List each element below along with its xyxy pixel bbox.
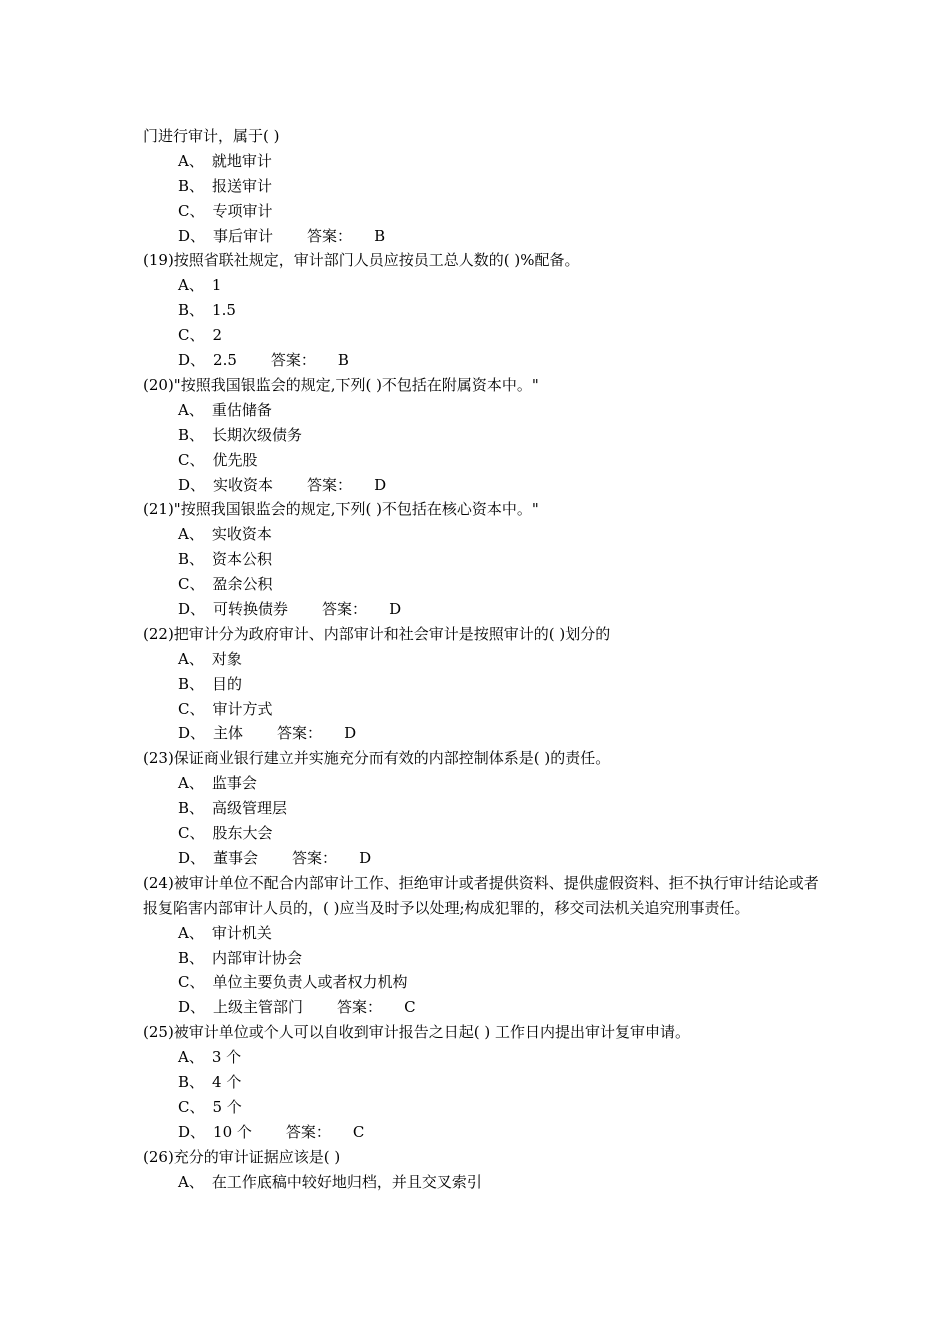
answer-option [143,473,823,498]
answer-value: D [389,599,402,618]
option-label: B、 [178,425,205,444]
option-text: 对象 [211,649,242,668]
option-text: 4 个 [212,1072,242,1091]
question-stem: (19)按照省联社规定，审计部门人员应按员工总人数的( )%配备。 [143,251,580,270]
option-label: B、 [178,176,205,195]
option-text: 重估储备 [211,400,272,419]
answer-option [143,1120,823,1145]
answer-option [143,1095,823,1120]
answer-option [143,672,823,697]
option-text: 资本公积 [212,550,273,569]
answer-label: 答案： [292,848,338,867]
answer-value: B [374,226,386,245]
answer-label: 答案： [270,351,316,370]
option-text: 主体 [213,724,244,743]
answer-value: D [374,475,387,494]
option-label: C、 [178,824,205,843]
option-label: C、 [178,699,205,718]
option-label: B、 [178,301,205,320]
option-text: 可转换债券 [213,599,289,618]
option-label: D、 [178,226,206,245]
option-label: C、 [178,450,205,469]
answer-option [143,921,823,946]
option-text: 1.5 [212,301,236,320]
answer-label: 答案： [322,599,368,618]
question-stem: (25)被审计单位或个人可以自收到审计报告之日起( ) 工作日内提出审计复审申请。 [143,1023,691,1042]
option-label: D、 [178,848,206,867]
answer-option [143,273,823,298]
answer-option [143,522,823,547]
answer-option [143,771,823,796]
answer-label: 答案： [277,724,323,743]
option-label: D、 [178,724,206,743]
answer-option [143,448,823,473]
answer-value: C [404,998,416,1017]
question-stem: (21)"按照我国银监会的规定,下列( )不包括在核心资本中。" [143,500,539,519]
option-label: A、 [178,1172,204,1191]
option-text: 股东大会 [212,824,273,843]
answer-option [143,697,823,722]
option-text: 2 [212,326,223,345]
answer-option [143,1070,823,1095]
option-text: 3 个 [211,1048,242,1067]
answer-option [143,323,823,348]
answer-option [143,398,823,423]
answer-option [143,970,823,995]
question-stem: (24)被审计单位不配合内部审计工作、拒绝审计或者提供资料、提供虚假资料、拒不执行审计结论或者报复陷害内部审计人员的，( )应当及时予以处理;构成犯罪的，移交司法机关追究刑事责任。 [143,873,819,917]
answer-option [143,647,823,672]
question-stem: 门进行审计，属于( ) [143,127,280,145]
answer-option [143,946,823,971]
option-label: B、 [178,1072,205,1091]
answer-option [143,821,823,846]
option-label: D、 [178,998,206,1017]
option-text: 单位主要负责人或者权力机构 [212,973,408,992]
option-text: 上级主管部门 [213,998,304,1017]
question-stem: (26)充分的审计证据应该是( ) [143,1147,341,1166]
answer-label: 答案： [285,1122,331,1141]
answer-value: C [352,1122,365,1141]
option-label: A、 [178,276,204,295]
answer-option [143,1045,823,1070]
answer-value: D [359,848,372,867]
option-text: 实收资本 [211,525,272,544]
option-text: 审计方式 [212,699,273,718]
option-text: 目的 [212,674,243,693]
option-label: D、 [178,475,206,494]
option-label: A、 [178,1048,204,1067]
option-label: C、 [178,973,205,992]
option-label: C、 [178,575,205,594]
option-text: 监事会 [211,774,257,793]
option-label: B、 [178,799,205,818]
option-label: A、 [178,525,204,544]
option-text: 事后审计 [213,226,274,245]
option-label: C、 [178,1097,205,1116]
option-label: D、 [178,351,206,370]
option-label: B、 [178,948,205,967]
answer-label: 答案： [337,998,383,1017]
answer-option [143,721,823,746]
option-text: 董事会 [213,848,259,867]
option-text: 实收资本 [213,475,274,494]
question-stem: (20)"按照我国银监会的规定,下列( )不包括在附属资本中。" [143,375,539,394]
option-label: C、 [178,326,205,345]
answer-option [143,1170,823,1195]
option-label: B、 [178,674,205,693]
option-text: 内部审计协会 [212,948,303,967]
option-label: D、 [178,599,206,618]
answer-option [143,149,823,174]
question-list [143,124,823,1194]
option-label: A、 [178,400,204,419]
question-stem: (23)保证商业银行建立并实施充分而有效的内部控制体系是( )的责任。 [143,749,611,768]
answer-option [143,597,823,622]
answer-option [143,224,823,249]
answer-option [143,796,823,821]
answer-option [143,423,823,448]
answer-option [143,547,823,572]
option-text: 审计机关 [211,923,272,942]
answer-value: B [337,351,349,370]
answer-option [143,348,823,373]
option-text: 在工作底稿中较好地归档，并且交叉索引 [211,1172,482,1191]
option-label: B、 [178,550,205,569]
option-label: C、 [178,201,205,220]
answer-label: 答案： [307,226,353,245]
option-text: 长期次级债务 [212,425,303,444]
option-label: A、 [178,923,204,942]
option-text: 10 个 [213,1122,252,1141]
option-text: 优先股 [212,450,258,469]
answer-option [143,846,823,871]
option-text: 专项审计 [212,201,273,220]
option-text: 5 个 [212,1097,242,1116]
option-text: 1 [211,276,222,295]
answer-option [143,995,823,1020]
answer-option [143,298,823,323]
question-stem: (22)把审计分为政府审计、内部审计和社会审计是按照审计的( )划分的 [143,624,611,643]
option-text: 2.5 [213,351,237,370]
option-label: D、 [178,1122,206,1141]
option-label: A、 [178,649,204,668]
option-text: 就地审计 [211,151,272,170]
option-text: 盈余公积 [212,575,273,594]
answer-option [143,199,823,224]
answer-option [143,572,823,597]
answer-label: 答案： [307,475,353,494]
answer-option [143,174,823,199]
option-text: 报送审计 [212,176,273,195]
option-label: A、 [178,151,204,170]
option-text: 高级管理层 [212,799,288,818]
answer-value: D [344,724,357,743]
option-label: A、 [178,774,204,793]
